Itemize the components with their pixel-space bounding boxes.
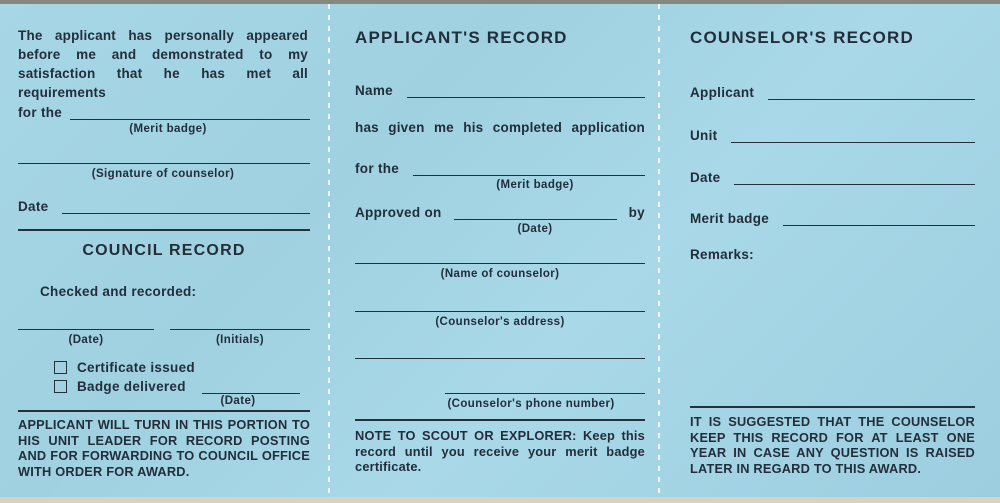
footer-rule-right — [690, 406, 975, 408]
panel-applicants-record — [355, 4, 647, 497]
signature-blank-line — [18, 163, 310, 164]
council-initials-line-row — [170, 316, 310, 330]
scan-bottom-edge — [0, 497, 1000, 503]
council-date-blank-line — [18, 329, 154, 330]
certificate-issued-checkbox — [54, 361, 67, 374]
counselor-phone-line-row — [445, 380, 645, 394]
checked-recorded-label: Checked and recorded: — [40, 284, 197, 299]
council-footer-note: APPLICANT WILL TURN IN THIS PORTION TO HIS UNIT LEADER FOR RECORD POSTING AND FOR FORWARDING TO COUNCIL OFFICE WITH ORDER FOR AWARD. — [18, 417, 310, 479]
approved-date-blank-line — [454, 219, 617, 220]
merit-badge-caption: (Merit badge) — [129, 123, 207, 135]
scout-footer-rest: Keep this record until you receive your merit badge certificate. — [355, 428, 645, 474]
perforation-line-right — [658, 4, 660, 497]
scout-footer-note — [355, 428, 645, 475]
name-row — [355, 78, 645, 98]
footer-rule-left — [18, 410, 310, 412]
perforation-line-left — [328, 4, 330, 497]
certificate-issued-label: Certificate issued — [77, 359, 195, 375]
counselor-address-blank-line — [355, 311, 645, 312]
footer-rule-middle — [355, 419, 645, 421]
for-the-label: for the — [18, 105, 63, 120]
given-application-text: has given me his completed application — [355, 120, 645, 135]
merit-badge-blank-line-middle — [413, 175, 645, 176]
address-continuation-blank-line — [355, 358, 645, 359]
section-divider-rule — [18, 229, 310, 231]
certificate-issued-row — [54, 359, 310, 375]
panel-counselors-record — [690, 4, 977, 497]
date-blank-line — [62, 213, 310, 214]
for-the-label-middle: for the — [355, 161, 400, 176]
applicant-label: Applicant — [690, 85, 755, 100]
address-continuation-line-row — [355, 345, 645, 359]
badge-delivered-date-caption: (Date) — [220, 395, 256, 407]
applicants-record-title: APPLICANT'S RECORD — [355, 28, 568, 47]
name-blank-line — [407, 97, 645, 98]
by-label: by — [628, 205, 645, 220]
badge-delivered-date-line — [202, 393, 300, 394]
counselor-name-line-row — [355, 250, 645, 264]
merit-badge-row — [18, 100, 310, 120]
council-record-title: COUNCIL RECORD — [82, 242, 246, 259]
counselor-date-label: Date — [690, 170, 721, 185]
approved-date-caption: (Date) — [517, 223, 553, 235]
applicant-blank-line — [768, 99, 975, 100]
counselor-name-blank-line — [355, 263, 645, 264]
remarks-label: Remarks: — [690, 247, 754, 262]
counselor-address-caption: (Counselor's address) — [435, 316, 565, 328]
attestation-text: The applicant has personally appeared before me and demonstrated to my satisfaction that he has met all requirements — [18, 28, 308, 100]
signature-row — [18, 144, 310, 164]
date-label: Date — [18, 199, 49, 214]
merit-badge-row-middle — [355, 156, 645, 176]
badge-delivered-row — [54, 378, 300, 394]
council-date-line-row — [18, 316, 154, 330]
merit-badge-blank-line — [70, 119, 310, 120]
council-date-caption: (Date) — [68, 334, 104, 346]
counselor-address-line-row — [355, 298, 645, 312]
date-row — [18, 194, 310, 214]
unit-label: Unit — [690, 128, 718, 143]
panel-council-portion — [18, 4, 310, 497]
counselor-phone-blank-line — [445, 393, 645, 394]
counselors-record-title: COUNSELOR'S RECORD — [690, 28, 914, 47]
name-label: Name — [355, 83, 393, 98]
counselor-name-caption: (Name of counselor) — [440, 268, 560, 280]
applicant-row — [690, 80, 975, 100]
unit-blank-line — [731, 142, 975, 143]
council-initials-blank-line — [170, 329, 310, 330]
counselor-merit-badge-row — [690, 206, 975, 226]
counselor-footer-note: IT IS SUGGESTED THAT THE COUNSELOR KEEP THIS RECORD FOR AT LEAST ONE YEAR IN CASE ANY QUESTION IS RAISED LATER IN REGARD TO THIS AWARD. — [690, 414, 975, 476]
blue-card — [0, 4, 1000, 497]
counselor-phone-caption: (Counselor's phone number) — [447, 398, 615, 410]
counselor-date-row — [690, 165, 975, 185]
approved-on-label: Approved on — [355, 205, 442, 220]
badge-delivered-label: Badge delivered — [77, 378, 186, 394]
scout-footer-lead: NOTE TO SCOUT OR EXPLORER: — [355, 428, 583, 443]
merit-badge-caption-middle: (Merit badge) — [496, 179, 574, 191]
counselor-merit-badge-label: Merit badge — [690, 211, 770, 226]
signature-caption: (Signature of counselor) — [91, 168, 235, 180]
council-initials-caption: (Initials) — [215, 334, 265, 346]
unit-row — [690, 123, 975, 143]
badge-delivered-checkbox — [54, 380, 67, 393]
counselor-date-blank-line — [734, 184, 975, 185]
counselor-merit-badge-blank-line — [783, 225, 975, 226]
approved-on-row — [355, 200, 645, 220]
